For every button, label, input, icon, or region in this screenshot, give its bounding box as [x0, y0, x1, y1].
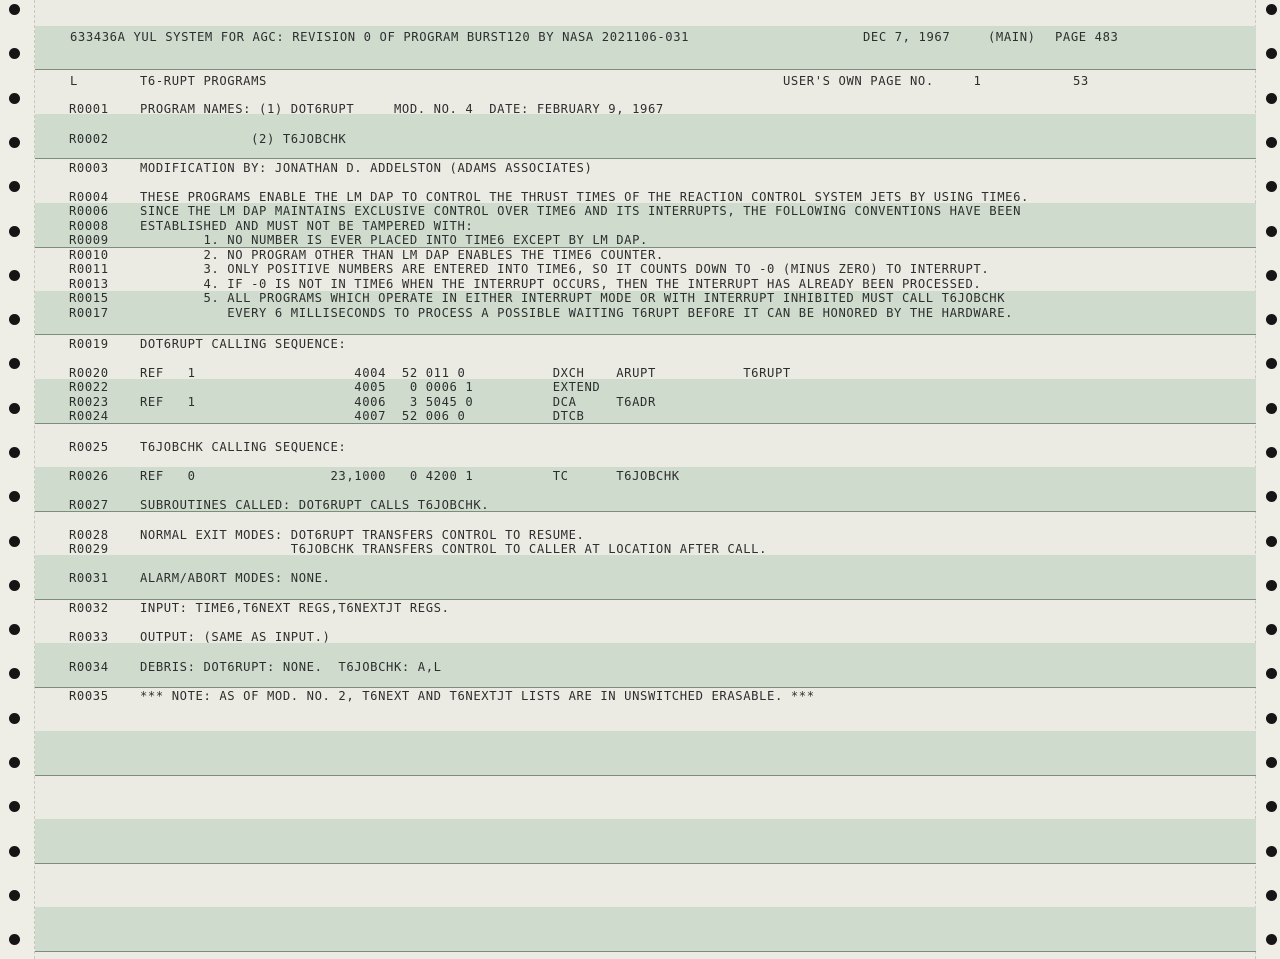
tractor-feed-hole — [1266, 890, 1277, 901]
listing-header-page: PAGE 483 — [1055, 30, 1119, 44]
log-marker: L — [70, 74, 78, 88]
green-band — [35, 731, 1256, 776]
listing-line-text: 4005 0 0006 1 EXTEND — [140, 380, 601, 394]
tractor-feed-hole — [9, 447, 20, 458]
tractor-feed-hole — [9, 624, 20, 635]
tractor-feed-hole — [9, 403, 20, 414]
listing-header-title: 633436A YUL SYSTEM FOR AGC: REVISION 0 OF PROGRAM BURST120 BY NASA 2021106-031 — [70, 30, 690, 44]
line-number: R0033 — [69, 630, 109, 644]
listing-line-text: MODIFICATION BY: JONATHAN D. ADDELSTON (ADAMS ASSOCIATES) — [140, 161, 593, 175]
line-number: R0008 — [69, 219, 109, 233]
listing-line-text: 4. IF -0 IS NOT IN TIME6 WHEN THE INTERRUPT OCCURS, THEN THE INTERRUPT HAS ALREADY BEEN PROCESSED. — [140, 277, 982, 291]
listing-line-text: 3. ONLY POSITIVE NUMBERS ARE ENTERED INTO TIME6, SO IT COUNTS DOWN TO -0 (MINUS ZERO) TO INTERRUPT. — [140, 262, 990, 276]
line-number: R0035 — [69, 689, 109, 703]
tractor-feed-hole — [1266, 713, 1277, 724]
tractor-feed-hole — [9, 934, 20, 945]
line-number: R0022 — [69, 380, 109, 394]
listing-line-text: DEBRIS: DOT6RUPT: NONE. T6JOBCHK: A,L — [140, 660, 442, 674]
line-number: R0017 — [69, 306, 109, 320]
tractor-feed-hole — [9, 4, 20, 15]
tractor-feed-hole — [1266, 48, 1277, 59]
line-number: R0019 — [69, 337, 109, 351]
tractor-feed-hole — [9, 181, 20, 192]
line-number: R0004 — [69, 190, 109, 204]
listing-line-text: 2. NO PROGRAM OTHER THAN LM DAP ENABLES THE TIME6 COUNTER. — [140, 248, 664, 262]
tractor-feed-hole — [1266, 403, 1277, 414]
line-number: R0032 — [69, 601, 109, 615]
tractor-feed-hole — [1266, 358, 1277, 369]
line-number: R0011 — [69, 262, 109, 276]
tractor-feed-hole — [1266, 757, 1277, 768]
line-number: R0034 — [69, 660, 109, 674]
listing-line-text: REF 1 4004 52 011 0 DXCH ARUPT T6RUPT — [140, 366, 791, 380]
tractor-feed-hole — [1266, 536, 1277, 547]
listing-line-text: REF 0 23,1000 0 4200 1 TC T6JOBCHK — [140, 469, 680, 483]
line-number: R0029 — [69, 542, 109, 556]
left-tractor-strip — [0, 0, 35, 959]
listing-sheet — [35, 0, 1256, 959]
line-number: R0028 — [69, 528, 109, 542]
section-title: T6-RUPT PROGRAMS — [140, 74, 267, 88]
listing-line-text: 4007 52 006 0 DTCB — [140, 409, 585, 423]
tractor-feed-hole — [9, 757, 20, 768]
tractor-feed-hole — [1266, 93, 1277, 104]
listing-line-text: SUBROUTINES CALLED: DOT6RUPT CALLS T6JOBCHK. — [140, 498, 490, 512]
listing-line-text: ALARM/ABORT MODES: NONE. — [140, 571, 331, 585]
listing-line-text: T6JOBCHK CALLING SEQUENCE: — [140, 440, 347, 454]
tractor-feed-hole — [9, 668, 20, 679]
listing-line-text: EVERY 6 MILLISECONDS TO PROCESS A POSSIBLE WAITING T6RUPT BEFORE IT CAN BE HONORED BY THE HARDWARE. — [140, 306, 1014, 320]
line-number: R0023 — [69, 395, 109, 409]
tractor-feed-hole — [1266, 491, 1277, 502]
listing-line-text: THESE PROGRAMS ENABLE THE LM DAP TO CONTROL THE THRUST TIMES OF THE REACTION CONTROL SYSTEM JETS BY USING TIME6. — [140, 190, 1029, 204]
listing-line-text: 5. ALL PROGRAMS WHICH OPERATE IN EITHER INTERRUPT MODE OR WITH INTERRUPT INHIBITED MUST CALL T6JOBCHK — [140, 291, 1006, 305]
line-number: R0026 — [69, 469, 109, 483]
listing-line-text: *** NOTE: AS OF MOD. NO. 2, T6NEXT AND T6NEXTJT LISTS ARE IN UNSWITCHED ERASABLE. *** — [140, 689, 815, 703]
line-number: R0006 — [69, 204, 109, 218]
line-number: R0027 — [69, 498, 109, 512]
green-band — [35, 907, 1256, 952]
listing-line-text: INPUT: TIME6,T6NEXT REGS,T6NEXTJT REGS. — [140, 601, 450, 615]
listing-line-text: REF 1 4006 3 5045 0 DCA T6ADR — [140, 395, 656, 409]
listing-header-date: DEC 7, 1967 — [863, 30, 951, 44]
tractor-feed-hole — [9, 491, 20, 502]
tractor-feed-hole — [1266, 226, 1277, 237]
line-number: R0010 — [69, 248, 109, 262]
tractor-feed-hole — [1266, 314, 1277, 325]
tractor-feed-hole — [9, 93, 20, 104]
line-number: R0031 — [69, 571, 109, 585]
listing-line-text: OUTPUT: (SAME AS INPUT.) — [140, 630, 331, 644]
listing-line-text: ESTABLISHED AND MUST NOT BE TAMPERED WITH: — [140, 219, 474, 233]
tractor-feed-hole — [9, 226, 20, 237]
listing-line-text: 1. NO NUMBER IS EVER PLACED INTO TIME6 EXCEPT BY LM DAP. — [140, 233, 648, 247]
tractor-feed-hole — [1266, 846, 1277, 857]
tractor-feed-hole — [9, 580, 20, 591]
tractor-feed-hole — [1266, 801, 1277, 812]
tractor-feed-hole — [1266, 181, 1277, 192]
line-number: R0001 — [69, 102, 109, 116]
tractor-feed-hole — [1266, 270, 1277, 281]
right-tractor-strip — [1255, 0, 1280, 959]
tractor-feed-hole — [1266, 624, 1277, 635]
line-number: R0020 — [69, 366, 109, 380]
tractor-feed-hole — [1266, 934, 1277, 945]
line-number: R0024 — [69, 409, 109, 423]
tractor-feed-hole — [1266, 137, 1277, 148]
tractor-feed-hole — [1266, 447, 1277, 458]
line-number: R0025 — [69, 440, 109, 454]
tractor-feed-hole — [9, 713, 20, 724]
tractor-feed-hole — [9, 314, 20, 325]
line-number: R0015 — [69, 291, 109, 305]
listing-line-text: T6JOBCHK TRANSFERS CONTROL TO CALLER AT LOCATION AFTER CALL. — [140, 542, 768, 556]
tractor-feed-hole — [1266, 580, 1277, 591]
line-number: R0003 — [69, 161, 109, 175]
users-own-page-number: USER'S OWN PAGE NO. 1 — [783, 74, 982, 88]
tractor-feed-hole — [9, 137, 20, 148]
tractor-feed-hole — [9, 358, 20, 369]
listing-header-section: (MAIN) — [988, 30, 1036, 44]
tractor-feed-hole — [9, 48, 20, 59]
tractor-feed-hole — [1266, 668, 1277, 679]
tractor-feed-hole — [9, 270, 20, 281]
page-code: 53 — [1073, 74, 1089, 88]
listing-line-text: NORMAL EXIT MODES: DOT6RUPT TRANSFERS CONTROL TO RESUME. — [140, 528, 585, 542]
tractor-feed-hole — [1266, 4, 1277, 15]
tractor-feed-hole — [9, 536, 20, 547]
green-band — [35, 819, 1256, 864]
tractor-feed-hole — [9, 801, 20, 812]
listing-line-text: (2) T6JOBCHK — [140, 132, 347, 146]
listing-line-text: PROGRAM NAMES: (1) DOT6RUPT MOD. NO. 4 DATE: FEBRUARY 9, 1967 — [140, 102, 664, 116]
line-number: R0013 — [69, 277, 109, 291]
tractor-feed-hole — [9, 846, 20, 857]
listing-line-text: SINCE THE LM DAP MAINTAINS EXCLUSIVE CONTROL OVER TIME6 AND ITS INTERRUPTS, THE FOLLOWING CONVENTIONS HAVE BEEN — [140, 204, 1022, 218]
listing-line-text: DOT6RUPT CALLING SEQUENCE: — [140, 337, 347, 351]
line-number: R0002 — [69, 132, 109, 146]
tractor-feed-hole — [9, 890, 20, 901]
line-number: R0009 — [69, 233, 109, 247]
